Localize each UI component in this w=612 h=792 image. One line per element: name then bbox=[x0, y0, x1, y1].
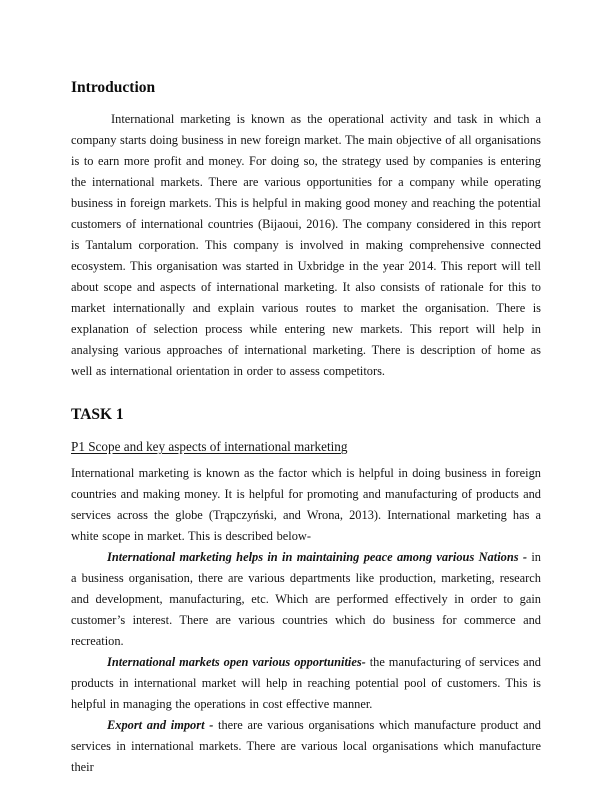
point-paragraph-peace bbox=[71, 547, 541, 652]
point-rest-export-import: there are various organisations which manufacture product and services in international markets. There are various local organisations which manufacture their bbox=[71, 718, 541, 774]
point-rest-opportunities: the manufacturing of services and products in international market will help in reaching potential pool of customers. This is helpful in managing the operations in cost effective manner. bbox=[71, 655, 541, 711]
point-lead-peace: International marketing helps in in maintaining peace among various Nations - bbox=[107, 550, 532, 564]
intro-heading: Introduction bbox=[71, 79, 156, 96]
point-lead-opportunities: International markets open various opportunities- bbox=[107, 655, 370, 669]
intro-paragraph: International marketing is known as the operational activity and task in which a company starts doing business in new foreign market. The main objective of all organisations is to earn more profit and money. For doing so, the strategy used by companies is entering the international markets. There are various opportunities for a company while operating business in foreign markets. This is helpful in making good money and reaching the potential customers of international countries (Bijaoui, 2016). The company considered in this report is Tantalum corporation. This company is involved in making comprehensive connected ecosystem. This organisation was started in Uxbridge in the year 2014. This report will tell about scope and aspects of international marketing. It also consists of rationale for this to market internationally and explain various routes to market the organisation. There is explanation of selection process while entering new markets. This report will help in analysing various approaches of international marketing. There is description of home as well as international orientation in order to assess competitors. bbox=[71, 112, 541, 378]
point-lead-export-import: Export and import - bbox=[107, 718, 219, 732]
p1-subheading: P1 Scope and key aspects of international marketing bbox=[71, 439, 348, 454]
point-paragraph-opportunities bbox=[71, 652, 541, 715]
point-paragraph-export-import bbox=[71, 715, 541, 778]
p1-paragraph: International marketing is known as the factor which is helpful in doing business in foreign countries and making money. It is helpful for promoting and manufacturing of products and services across the globe (Trąpczyński, and Wrona, 2013). International marketing has a white scope in market. This is described below- bbox=[71, 466, 541, 543]
point-rest-peace: in a business organisation, there are various departments like production, marketing, research and development, manufacturing, etc. Which are performed effectively in order to gain customer’s interest. There are various countries which do business for commerce and recreation. bbox=[71, 550, 541, 648]
task1-heading: TASK 1 bbox=[71, 406, 124, 423]
